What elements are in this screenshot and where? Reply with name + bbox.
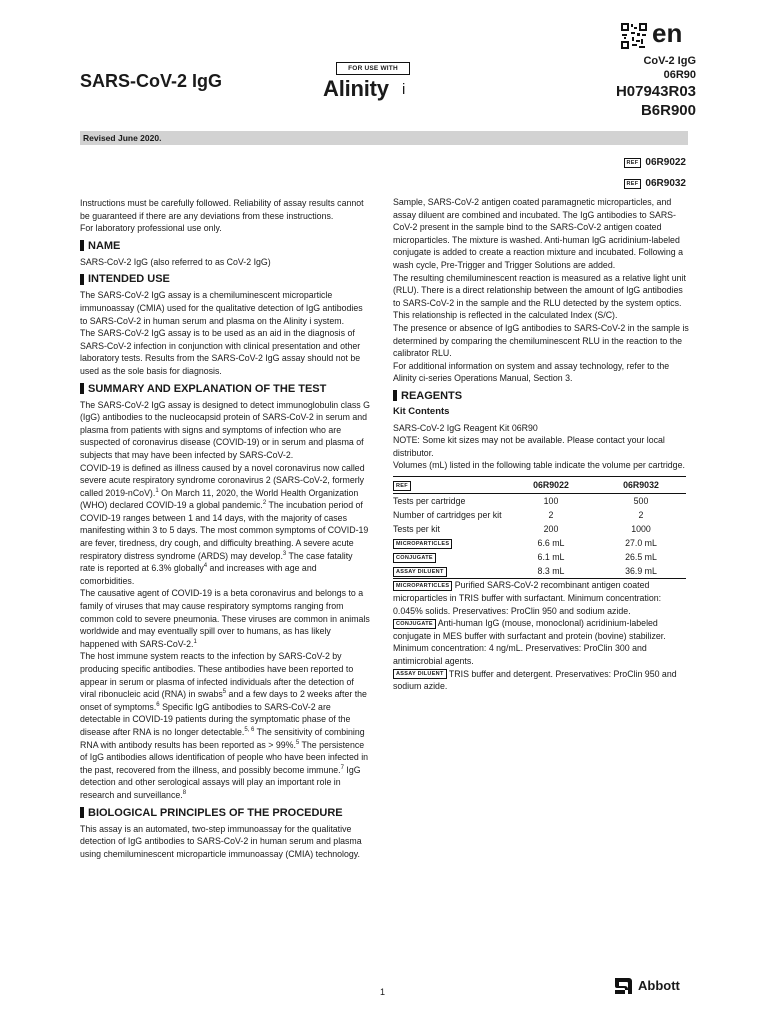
left-column <box>80 197 370 860</box>
assay-diluent-tag: ASSAY DILUENT <box>393 567 447 577</box>
table-header-row <box>393 476 686 494</box>
row-value: 6.1 mL <box>537 552 565 563</box>
abbott-brand: Abbott <box>638 977 680 993</box>
table-row <box>393 522 686 536</box>
summary-paragraph: The host immune system reacts to the infection by SARS-CoV-2 by producing specific antibodies. These antibodies have been reported to appear in serum or plasma of infected individuals after the detection of viral ribonucleic acid (RNA) in swabs$^5$ and a few days to 2 weeks after the onset of symptoms.$^6$ Specific IgG antibodies to SARS-CoV-2 are detectable in COVID-19 patients during the symptomatic phase of the disease after RNA is no longer detectable.$^{5, 6}$ The sensitivity of combining RNA with antibody results has been reported as > 99%.$^5$ The persistence of IgG antibodies allows identification of people who have been infected in the past, recovered from the illness, and possibly become immune.$^7$ IgG detection and other serological assays will play an important role in research and surveillance.$^8$ <box>80 651 369 800</box>
row-value: 100 <box>543 496 559 507</box>
volume-note: Volumes (mL) listed in the following table indicate the volume per cartridge. <box>393 460 685 471</box>
microparticles-description: MICROPARTICLES Purified SARS-CoV-2 recombinant antigen coated microparticles in TRIS buffer with surfactant. Minimum concentration: 0.045% solids. Preservatives: ProClin 950 and sodium azide. <box>393 580 662 616</box>
name-text: SARS-CoV-2 IgG (also referred to as CoV-2 IgG) <box>80 256 271 267</box>
table-row <box>393 564 686 579</box>
summary-paragraph: The causative agent of COVID-19 is a beta coronavirus and belongs to a family of viruses that may cause respiratory symptoms ranging from common cold to severe pneumonia. These viruses are common in animals worldwide and may eventually spill over to humans, as has likely happened with SARS-CoV-2.$^1$ <box>80 588 370 649</box>
biological-principles-paragraph: This assay is an automated, two-step immunoassay for the qualitative detection of IgG antibodies to SARS-CoV-2 in human serum and plasma using chemiluminescent microparticle immunoassay (CMIA) technology. <box>80 823 362 859</box>
procedure-paragraph: The presence or absence of IgG antibodies to SARS-CoV-2 in the sample is determined by comparing the chemiluminescent RLU in the reaction to the calibrator RLU. <box>393 322 689 359</box>
abbott-logo <box>612 975 680 997</box>
intro-paragraph: For laboratory professional use only. <box>80 223 222 234</box>
kit-contents-heading: Kit Contents <box>393 405 450 417</box>
revision-banner: Revised June 2020. <box>80 131 688 145</box>
row-value: 200 <box>543 524 559 535</box>
row-value: 26.5 mL <box>625 552 657 563</box>
row-label: Tests per cartridge <box>393 496 466 507</box>
procedure-paragraph: Sample, SARS-CoV-2 antigen coated paramagnetic microparticles, and assay diluent are combined and incubated. The IgG antibodies to SARS-CoV-2 present in the sample bind to the SARS-CoV-2 antigen coated microparticles. The mixture is washed. Anti-human IgG acridinium-labeled conjugate is added to create a reaction mixture and incubated. Following a wash cycle, Pre-Trigger and Trigger Solutions are added. <box>393 197 683 270</box>
row-value: 6.6 mL <box>537 538 565 549</box>
short-name: CoV-2 IgG <box>643 55 696 67</box>
intro-paragraph: Instructions must be carefully followed. Reliability of assay results cannot be guaranteed if there are any deviations from these instructions. <box>80 198 364 221</box>
table-header-ref: REF <box>393 476 506 494</box>
row-value: 1000 <box>631 524 651 535</box>
ref-tag: REF <box>624 158 642 168</box>
row-label: Tests per kit <box>393 524 440 535</box>
row-label: Number of cartridges per kit <box>393 510 502 521</box>
conjugate-description: CONJUGATE Anti-human IgG (mouse, monoclonal) acridinium-labeled conjugate in MES buffer with surfactant and protein (bovine) stabilizer. Minimum concentration: 4 ng/mL. Preservatives: ProClin 300 and antimicrobial agents. <box>393 618 666 667</box>
ref-line-2 <box>624 177 687 191</box>
qr-code-icon <box>620 22 648 50</box>
row-value: 8.3 mL <box>506 564 596 579</box>
kit-contents-table <box>393 476 686 580</box>
kit-note: NOTE: Some kit sizes may not be available. Please contact your local distributor. <box>393 435 665 458</box>
conjugate-tag: CONJUGATE <box>393 553 436 563</box>
kit-name: SARS-CoV-2 IgG Reagent Kit 06R90 <box>393 422 538 433</box>
ref-line-1 <box>624 156 687 170</box>
row-value: 2 <box>638 510 644 521</box>
row-label <box>393 536 506 550</box>
ref-tag: REF <box>624 179 642 189</box>
ref-value: 06R9022 <box>645 157 686 168</box>
table-row <box>393 550 686 564</box>
procedure-paragraph: For additional information on system and assay technology, refer to the Alinity ci-series Operations Manual, Section 3. <box>393 360 670 384</box>
microparticles-tag: MICROPARTICLES <box>393 539 452 549</box>
assay-diluent-description: ASSAY DILUENT TRIS buffer and detergent. Preservatives: ProClin 950 and sodium azide. <box>393 668 677 692</box>
section-heading-summary: SUMMARY AND EXPLANATION OF THE TEST <box>80 382 370 396</box>
table-row <box>393 508 686 522</box>
alinity-logo: Alinity <box>323 76 389 101</box>
summary-paragraph: The SARS-CoV-2 IgG assay is designed to detect immunoglobulin class G (IgG) antibodies to the nucleocapsid protein of SARS-CoV-2 in serum and plasma from patients with signs and symptoms of infection who are suspected of coronavirus disease (COVID-19) or in serum and plasma of subjects that may have been infected by SARS-CoV-2. <box>80 399 370 460</box>
section-heading-name: NAME <box>80 239 370 253</box>
procedure-paragraph: This relationship is reflected in the calculated Index (S/C). <box>393 310 618 321</box>
page-number: 1 <box>380 987 386 997</box>
table-row <box>393 494 686 509</box>
row-value: 27.0 mL <box>625 538 657 549</box>
intended-use-paragraph: The SARS-CoV-2 IgG assay is to be used as an aid in the diagnosis of SARS-CoV-2 infection in conjunction with clinical presentation and other laboratory tests. Results from the SARS-CoV-2 IgG assay should not be used as the sole basis for diagnosis. <box>80 328 361 376</box>
intended-use-paragraph: The SARS-CoV-2 IgG assay is a chemiluminescent microparticle immunoassay (CMIA) used for the qualitative detection of IgG antibodies to SARS-CoV-2 in human serum and plasma on the Alinity i system. <box>80 290 363 326</box>
alinity-i-logo: i <box>402 81 406 98</box>
table-header-col1: 06R9022 <box>506 476 596 494</box>
table-row <box>393 536 686 550</box>
table-header-col2: 06R9032 <box>596 476 686 494</box>
ref-value: 06R9032 <box>645 178 686 189</box>
section-heading-intended-use: INTENDED USE <box>80 272 370 286</box>
row-label <box>393 550 506 564</box>
document-number: H07943R03 <box>615 83 696 100</box>
section-heading-biological-principles: BIOLOGICAL PRINCIPLES OF THE PROCEDURE <box>80 806 370 820</box>
right-column <box>393 196 689 693</box>
product-title: SARS-CoV-2 IgG <box>80 71 223 91</box>
abbott-logo-icon <box>612 975 634 997</box>
row-label <box>393 564 506 579</box>
revision-code: B6R900 <box>640 102 696 119</box>
summary-paragraph: COVID-19 is defined as illness caused by a novel coronavirus now called severe acute respiratory syndrome coronavirus 2 (SARS-CoV-2, formerly called 2019-nCoV).$^1$ On March 11, 2020, the World Health Organization (WHO) declared COVID-19 a global pandemic.$^2$ The incubation period of COVID-19 ranges between 1 and 14 days, with the majority of cases manifesting within 3 to 5 days. The most common symptoms of COVID-19 are fever, tiredness, dry cough, and difficulty breathing. A severe acute respiratory distress syndrome (ARDS) may develop.$^3$ The case fatality rate is reported at 6.3% globally$^4$ and increases with age and comorbidities. <box>80 462 369 586</box>
row-value: 2 <box>548 510 554 521</box>
row-value: 500 <box>633 496 649 507</box>
language-code: en <box>652 18 683 48</box>
product-id-block <box>616 54 696 120</box>
procedure-paragraph: The resulting chemiluminescent reaction is measured as a relative light unit (RLU). There is a direct relationship between the amount of IgG antibodies to SARS-CoV-2 in the sample and the RLU detected by the system optics. <box>393 272 686 308</box>
list-number: 06R90 <box>663 69 696 81</box>
row-value: 36.9 mL <box>596 564 686 579</box>
for-use-with-label: FOR USE WITH <box>336 62 410 75</box>
section-heading-reagents: REAGENTS <box>393 389 689 403</box>
